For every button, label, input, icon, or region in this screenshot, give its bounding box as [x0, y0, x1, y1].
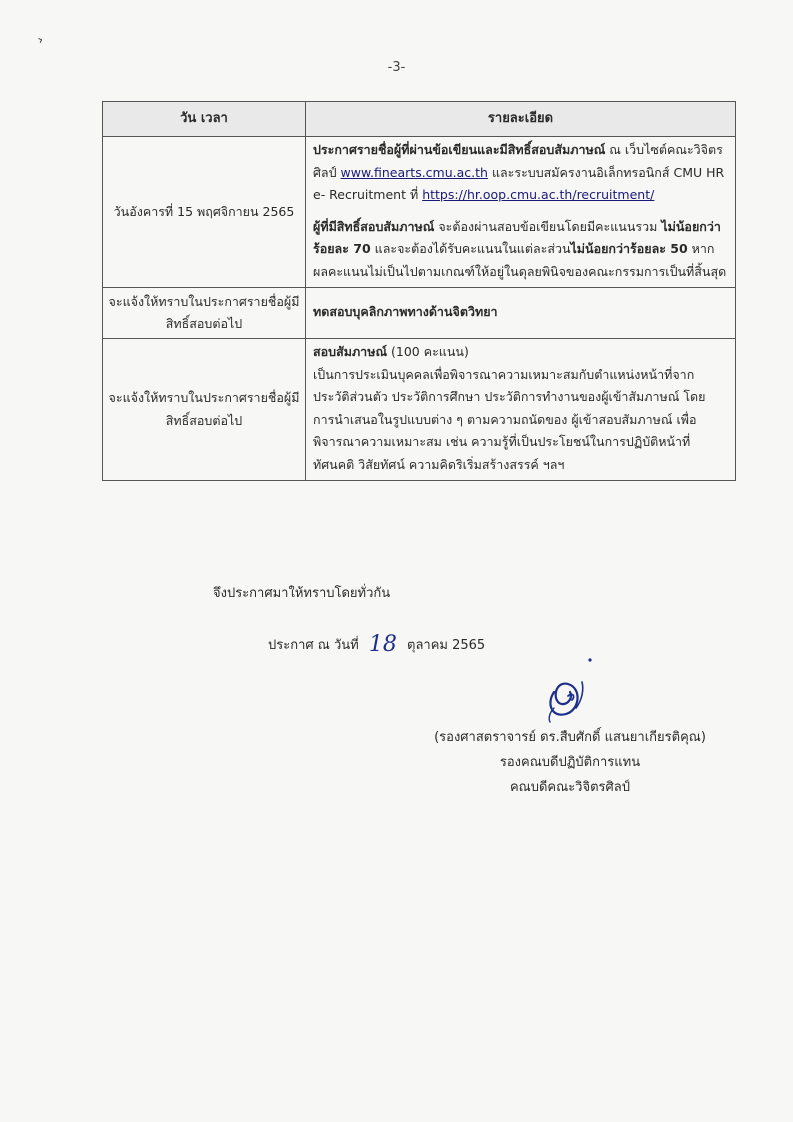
row1-criteria-c: หากผลคะแนนไม่เป็นไปตามเกณฑ์ให้อยู่ในดุลยพินิจของคณะกรรมการเป็นที่สิ้นสุด: [313, 241, 727, 279]
stray-pen-mark: ›: [35, 32, 46, 49]
table-row: [103, 137, 736, 288]
row1-date: วันอังคารที่ 15 พฤศจิกายน 2565: [103, 137, 306, 288]
row3-title-suffix: (100 คะแนน): [387, 344, 469, 359]
signature-image: [538, 652, 598, 727]
signer-position-2: คณบดีคณะวิจิตรศิลป์: [509, 780, 630, 795]
header-detail: รายละเอียด: [306, 102, 736, 137]
row1-criteria-min50: ไม่น้อยกว่าร้อยละ 50: [570, 241, 688, 256]
row1-criteria-title: ผู้ที่มีสิทธิ์สอบสัมภาษณ์: [313, 218, 435, 234]
row2-date: จะแจ้งให้ทราบในประกาศรายชื่อผู้มีสิทธิ์สอบต่อไป: [103, 288, 306, 339]
signer-name: (รองศาสตราจารย์ ดร.สืบศักดิ์ แสนยาเกียรติคุณ): [434, 730, 706, 745]
announce-day-handwritten: 18: [368, 632, 397, 657]
row1-criteria-a: จะต้องผ่านสอบข้อเขียนโดยมีคะแนนรวม: [434, 218, 662, 234]
table-row: [103, 339, 736, 481]
row1-paragraph-announcement: [313, 139, 729, 207]
row3-title-line: [313, 341, 729, 364]
row1-announce-title: ประกาศรายชื่อผู้ที่ผ่านข้อเขียนและมีสิทธิ์สอบสัมภาษณ์: [313, 142, 606, 157]
row2-detail: [306, 288, 736, 339]
signer-block: [400, 725, 740, 800]
row1-detail: [306, 137, 736, 288]
finearts-link[interactable]: www.finearts.cmu.ac.th: [340, 164, 488, 180]
row3-date: จะแจ้งให้ทราบในประกาศรายชื่อผู้มีสิทธิ์สอบต่อไป: [103, 339, 306, 481]
row1-text-b: และระบบสมัครงานอิเล็กทรอนิกส์ CMU HR e- Recruitment ที่: [313, 164, 725, 202]
schedule-table: [102, 101, 736, 481]
announcement-date: [268, 630, 485, 655]
row1-criteria-min70: ไม่น้อยกว่า ร้อยละ 70: [313, 218, 721, 256]
row3-title: สอบสัมภาษณ์: [313, 344, 388, 359]
row3-body: เป็นการประเมินบุคคลเพื่อพิจารณาความเหมาะสมกับตำแหน่งหน้าที่จากประวัติส่วนตัว ประวัติการศึกษา ประวัติการทำงานของผู้เข้าสัมภาษณ์ โดยการนำเสนอในรูปแบบต่าง ๆ ตามความถนัดของ ผู้เข้าสอบสัมภาษณ์ เพื่อพิจารณาความเหมาะสม เช่น ความรู้ที่เป็นประโยชน์ในการปฏิบัติหน้าที่ ทัศนคติ วิสัยทัศน์ ความคิดริเริ่มสร้างสรรค์ ฯลฯ: [313, 366, 706, 472]
row1-text-a: ณ เว็บไซต์คณะวิจิตรศิลป์: [313, 142, 723, 180]
table-header-row: [103, 102, 736, 137]
announce-prefix: ประกาศ ณ วันที่: [268, 638, 359, 653]
row1-criteria-b: และจะต้องได้รับคะแนนในแต่ละส่วน: [370, 241, 571, 256]
page-number: -3-: [387, 60, 406, 75]
announce-suffix: ตุลาคม 2565: [407, 638, 486, 653]
table-row: [103, 288, 736, 339]
recruitment-link[interactable]: https://hr.oop.cmu.ac.th/recruitment/: [422, 187, 655, 202]
header-date: วัน เวลา: [103, 102, 306, 137]
row3-detail: [306, 339, 736, 481]
row2-detail-title: ทดสอบบุคลิกภาพทางด้านจิตวิทยา: [313, 303, 498, 319]
row1-paragraph-criteria: [313, 216, 729, 284]
signer-position-1: รองคณบดีปฏิบัติการแทน: [499, 755, 641, 770]
closing-statement: จึงประกาศมาให้ทราบโดยทั่วกัน: [213, 586, 391, 601]
